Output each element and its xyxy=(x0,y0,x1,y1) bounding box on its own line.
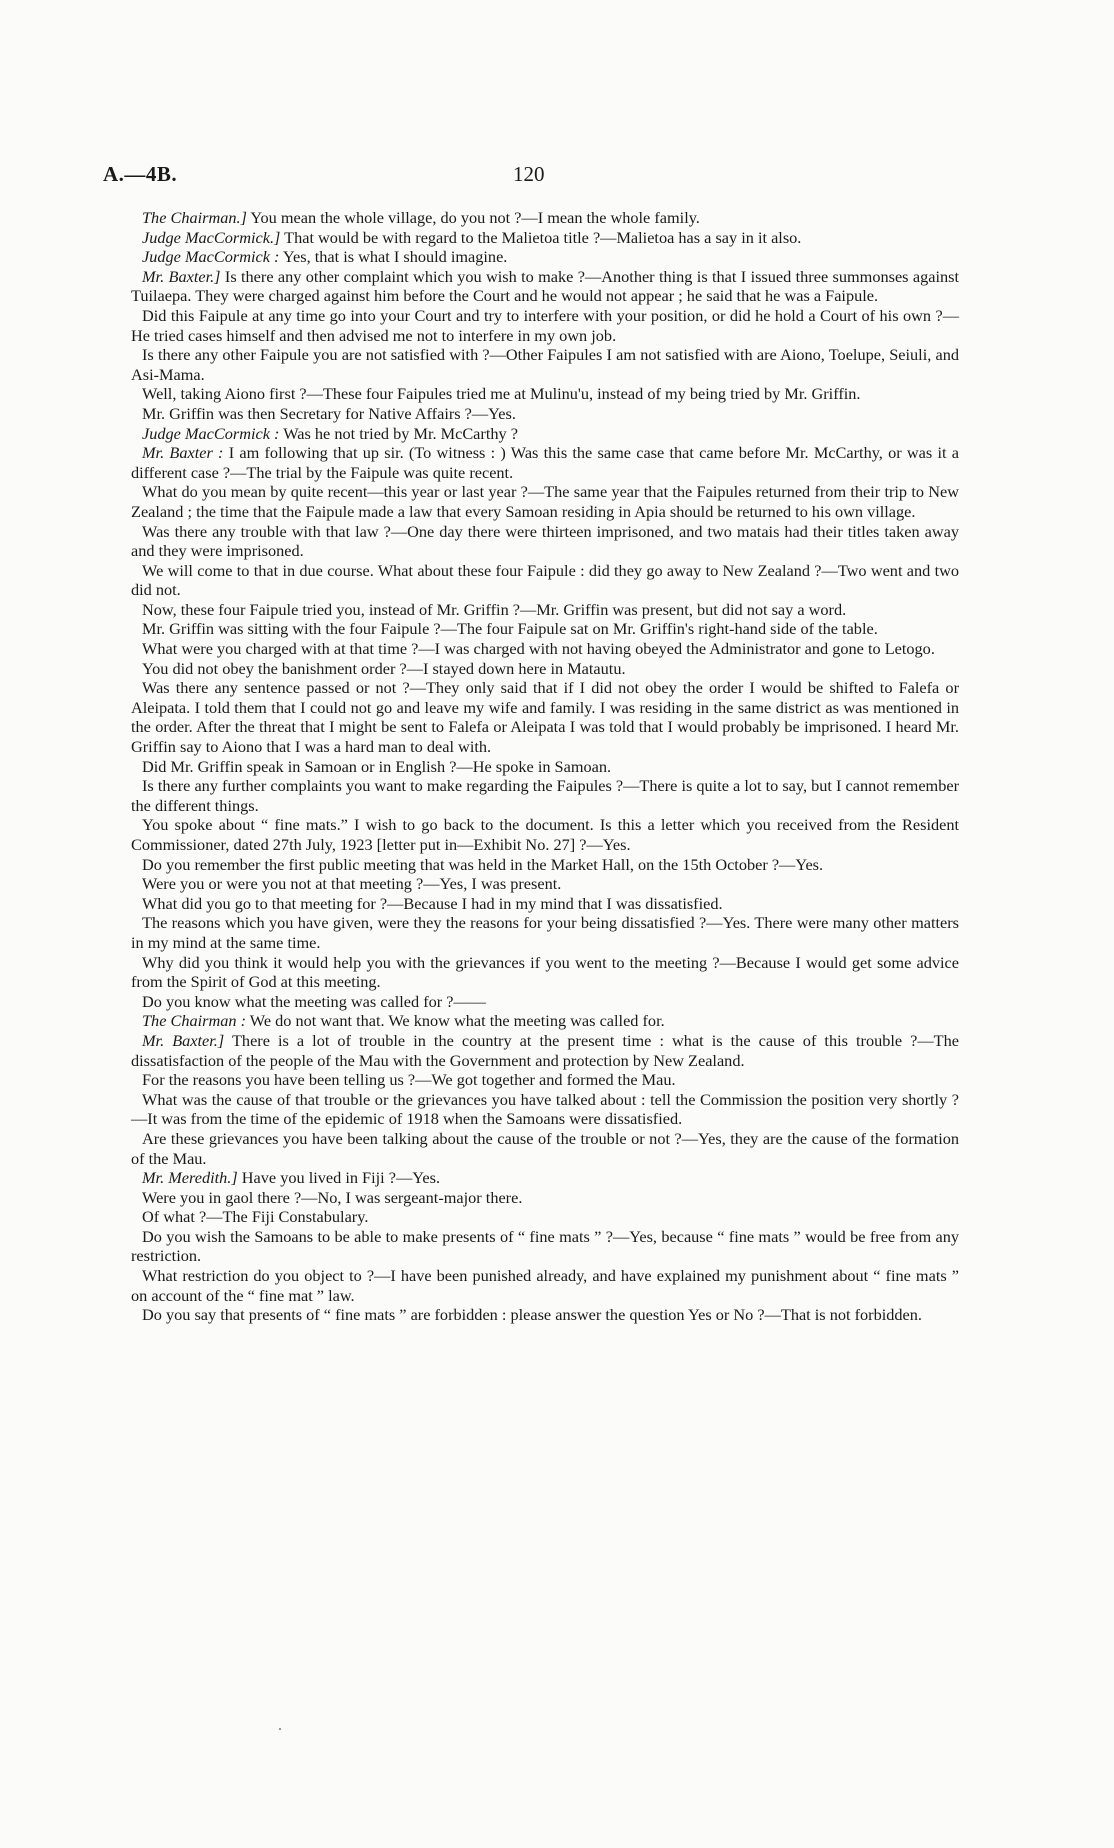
speaker-label: The Chairman : xyxy=(142,1011,247,1031)
transcript-paragraph xyxy=(131,267,959,306)
speaker-label: Mr. Baxter.] xyxy=(142,266,221,286)
transcript-paragraph xyxy=(131,1227,959,1266)
paragraph-text: Is there any further complaints you want to make regarding the Faipules ?—There is quite a lot to say, but I cannot remember the different things. xyxy=(131,776,959,815)
transcript-paragraph xyxy=(131,561,959,600)
paragraph-text: You mean the whole village, do you not ?—I mean the whole family. xyxy=(246,208,700,227)
paragraph-text: Were you or were you not at that meeting ?—Yes, I was present. xyxy=(142,874,562,894)
paragraph-text: Do you say that presents of “ fine mats ” are forbidden : please answer the question Yes or No ?—That is not forbidden. xyxy=(142,1305,922,1325)
paragraph-text: Why did you think it would help you with the grievances if you went to the meeting ?—Because I would get some advice from the Spirit of God at this meeting. xyxy=(131,952,959,992)
transcript-paragraph xyxy=(131,384,959,404)
paragraph-text: There is a lot of trouble in the country at the present time : what is the cause of this trouble ?—The dissatisfaction of the people of the Mau with the Government and protection by New Zealand. xyxy=(131,1030,959,1070)
transcript-paragraph xyxy=(131,404,959,424)
paragraph-text: Was there any trouble with that law ?—One day there were thirteen imprisoned, and two matais had their titles taken away and they were imprisoned. xyxy=(131,521,959,561)
paragraph-text: Is there any other Faipule you are not satisfied with ?—Other Faipules I am not satisfied with are Aiono, Toelupe, Seiuli, and Asi-Mama. xyxy=(131,345,959,384)
transcript-paragraph xyxy=(131,1188,959,1208)
transcript-paragraph xyxy=(131,992,959,1012)
paragraph-text: What was the cause of that trouble or the grievances you have talked about : tell the Commission the position very shortly ?—It was from the time of the epidemic of 1918 when the Samoans were dissatisfied. xyxy=(131,1089,959,1129)
speck-mark xyxy=(279,1728,281,1730)
transcript-paragraph xyxy=(131,228,959,248)
paragraph-text: Did Mr. Griffin speak in Samoan or in English ?—He spoke in Samoan. xyxy=(142,756,612,776)
paragraph-text: You did not obey the banishment order ?—I stayed down here in Matautu. xyxy=(142,658,626,678)
transcript-paragraph xyxy=(131,757,959,777)
transcript-paragraph xyxy=(131,639,959,659)
paragraph-text: Now, these four Faipule tried you, instead of Mr. Griffin ?—Mr. Griffin was present, but did not say a word. xyxy=(142,599,847,619)
speaker-label: Judge MacCormick.] xyxy=(142,227,281,247)
paragraph-text: Were you in gaol there ?—No, I was sergeant-major there. xyxy=(142,1187,523,1207)
transcript-paragraph xyxy=(131,913,959,952)
speaker-label: The Chairman.] xyxy=(142,208,247,227)
transcript-paragraph xyxy=(131,1168,959,1188)
paragraph-text: Did this Faipule at any time go into your Court and try to interfere with your position, or did he hold a Court of his own ?—He tried cases himself and then advised me not to interfere in my own job. xyxy=(131,305,959,345)
transcript-paragraph xyxy=(131,894,959,914)
transcript-paragraph xyxy=(131,1305,959,1325)
transcript-paragraph xyxy=(131,1207,959,1227)
speaker-label: Mr. Meredith.] xyxy=(142,1168,238,1188)
speaker-label: Mr. Baxter : xyxy=(142,443,224,463)
transcript-paragraph xyxy=(131,815,959,854)
paragraph-text: We will come to that in due course. What about these four Faipule : did they go away to New Zealand ?—Two went and two did not. xyxy=(131,560,959,600)
paragraph-text: Was there any sentence passed or not ?—They only said that if I did not obey the order I would be shifted to Falefa or Aleipata. I told them that I could not go and leave my wife and family. I was residing in the same district as was mentioned in the order. After the threat that I might be sent to Falefa or Aleipata I was told that I would probably be imprisoned. I heard Mr. Griffin say to Aiono that I was a hard man to deal with. xyxy=(131,678,959,757)
paragraph-text: That would be with regard to the Malietoa title ?—Malietoa has a say in it also. xyxy=(280,227,802,247)
paragraph-text: We do not want that. We know what the meeting was called for. xyxy=(246,1011,665,1031)
paragraph-text: What were you charged with at that time ?—I was charged with not having obeyed the Administrator and gone to Letogo. xyxy=(142,639,935,659)
transcript-paragraph xyxy=(131,776,959,815)
page-number: 120 xyxy=(513,162,545,186)
paragraph-text: Of what ?—The Fiji Constabulary. xyxy=(142,1207,369,1227)
paragraph-text: The reasons which you have given, were they the reasons for your being dissatisfied ?—Yes. There were many other matters in my mind at the same time. xyxy=(131,913,959,952)
transcript-paragraph xyxy=(131,482,959,521)
transcript-paragraph xyxy=(131,659,959,679)
speaker-label: Mr. Baxter.] xyxy=(142,1030,225,1050)
paragraph-text: Well, taking Aiono first ?—These four Faipules tried me at Mulinu'u, instead of my being tried by Mr. Griffin. xyxy=(142,384,861,404)
paragraph-text: Yes, that is what I should imagine. xyxy=(279,247,508,267)
document-reference: A.—4B. xyxy=(103,162,178,186)
speaker-label: Judge MacCormick : xyxy=(142,423,280,443)
paragraph-text: Do you remember the first public meeting that was held in the Market Hall, on the 15th October ?—Yes. xyxy=(142,854,824,874)
transcript-paragraph xyxy=(131,1031,959,1070)
transcript-paragraph xyxy=(131,1090,959,1129)
transcript-paragraph xyxy=(131,600,959,620)
transcript-paragraph xyxy=(131,678,959,756)
transcript-paragraph xyxy=(131,306,959,345)
paragraph-text: Have you lived in Fiji ?—Yes. xyxy=(237,1168,441,1188)
paragraph-text: Was he not tried by Mr. McCarthy ? xyxy=(279,423,518,443)
paragraph-text: Mr. Griffin was sitting with the four Faipule ?—The four Faipule sat on Mr. Griffin's right-hand side of the table. xyxy=(142,619,878,639)
transcript-paragraph xyxy=(131,619,959,639)
transcript-paragraph xyxy=(131,1070,959,1090)
transcript-paragraph xyxy=(131,953,959,992)
transcript-paragraph xyxy=(131,874,959,894)
speaker-label: Judge MacCormick : xyxy=(142,247,280,267)
transcript-paragraph xyxy=(131,1266,959,1305)
paragraph-text: For the reasons you have been telling us ?—We got together and formed the Mau. xyxy=(142,1070,676,1090)
paragraph-text: Do you know what the meeting was called for ?—— xyxy=(142,991,487,1011)
paragraph-text: Are these grievances you have been talking about the cause of the trouble or not ?—Yes, they are the cause of the formation of the Mau. xyxy=(131,1128,959,1168)
page-header xyxy=(103,162,953,192)
transcript-paragraph xyxy=(131,855,959,875)
paragraph-text: You spoke about “ fine mats.” I wish to go back to the document. Is this a letter which you received from the Resident Commissioner, dated 27th July, 1923 [letter put in—Exhibit No. 27] ?—Yes. xyxy=(131,815,959,854)
transcript-paragraph xyxy=(131,247,959,267)
paragraph-text: What do you mean by quite recent—this year or last year ?—The same year that the Faipules returned from their trip to New Zealand ; the time that the Faipule made a law that every Samoan residing in Apia should be returned to his own village. xyxy=(131,482,959,521)
transcript-paragraph xyxy=(131,424,959,444)
transcript-paragraph xyxy=(131,1011,959,1031)
transcript-body xyxy=(131,208,959,1325)
transcript-paragraph xyxy=(131,1129,959,1168)
paragraph-text: Do you wish the Samoans to be able to make presents of “ fine mats ” ?—Yes, because “ fine mats ” would be free from any restriction. xyxy=(131,1226,959,1266)
paragraph-text: What restriction do you object to ?—I have been punished already, and have explained my punishment about “ fine mats ” on account of the “ fine mat ” law. xyxy=(131,1266,959,1305)
paragraph-text: Is there any other complaint which you wish to make ?—Another thing is that I issued three summonses against Tuilaepa. They were charged against him before the Court and he would not appear ; he said that he was a Faipule. xyxy=(131,266,959,306)
paragraph-text: Mr. Griffin was then Secretary for Native Affairs ?—Yes. xyxy=(142,403,516,423)
paragraph-text: I am following that up sir. (To witness : ) Was this the same case that came before Mr. McCarthy, or was it a different case ?—The trial by the Faipule was quite recent. xyxy=(131,443,959,482)
transcript-paragraph xyxy=(131,443,959,482)
transcript-paragraph xyxy=(131,522,959,561)
transcript-paragraph xyxy=(131,345,959,384)
transcript-paragraph xyxy=(131,208,959,228)
paragraph-text: What did you go to that meeting for ?—Because I had in my mind that I was dissatisfied. xyxy=(142,893,723,913)
